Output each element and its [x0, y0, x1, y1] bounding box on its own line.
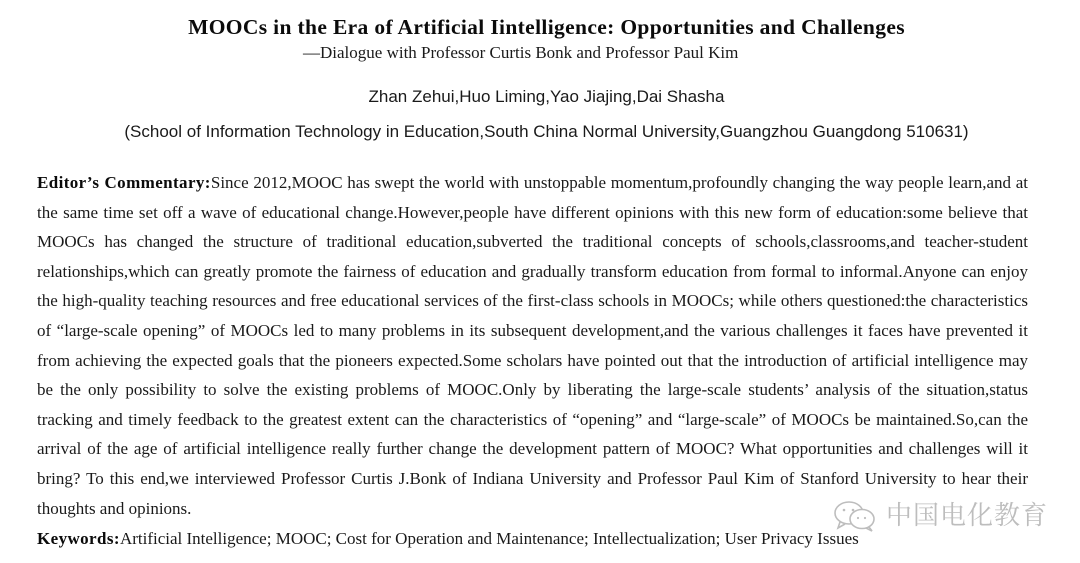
watermark-text: 中国电化教育: [886, 501, 1049, 531]
author-affiliation: (School of Information Technology in Education,South China Normal University,Guangzhou Guangdong 510631): [124, 122, 969, 141]
keywords-label: Keywords:: [37, 529, 120, 548]
editor-commentary: [37, 168, 1028, 523]
paper-title: MOOCs in the Era of Artificial Iintelligence: Opportunities and Challenges: [188, 15, 905, 39]
editor-commentary-label: Editor’s Commentary:: [37, 173, 211, 192]
keywords-text: Artificial Intelligence; MOOC; Cost for Operation and Maintenance; Intellectualization; User Privacy Issues: [119, 529, 859, 548]
author-list: Zhan Zehui,Huo Liming,Yao Jiajing,Dai Shasha: [368, 87, 725, 106]
keywords: [37, 527, 859, 551]
editor-commentary-text: Since 2012,MOOC has swept the world with unstoppable momentum,profoundly changing the way people learn,and at the same time set off a wave of educational change.However,people have different opinions with this new form of education:some believe that MOOCs has changed the structure of traditional education,subverted the traditional concepts of schools,classrooms,and teacher-student relationships,which can greatly promote the fairness of education and gradually transform education from formal to informal.Anyone can enjoy the high-quality teaching resources and free educational services of the first-class schools in MOOCs; while others questioned:the characteristics of “large-scale opening” of MOOCs led to many problems in its subsequent development,and the various challenges it faces have prevented it from achieving the expected goals that the pioneers expected.Some scholars have pointed out that the introduction of artificial intelligence may be the only possibility to solve the existing problems of MOOC.Only by liberating the large-scale students’ analysis of the situation,status tracking and timely feedback to the greatest extent can the characteristics of “opening” and “large-scale” of MOOCs be maintained.So,can the arrival of the age of artificial intelligence really further change the development pattern of MOOC? What opportunities and challenges will it bring? To this end,we interviewed Professor Curtis J.Bonk of Indiana University and Professor Paul Kim of Stanford University to hear their thoughts and opinions.: [37, 173, 1028, 518]
paper-subtitle: —Dialogue with Professor Curtis Bonk and Professor Paul Kim: [303, 43, 739, 62]
